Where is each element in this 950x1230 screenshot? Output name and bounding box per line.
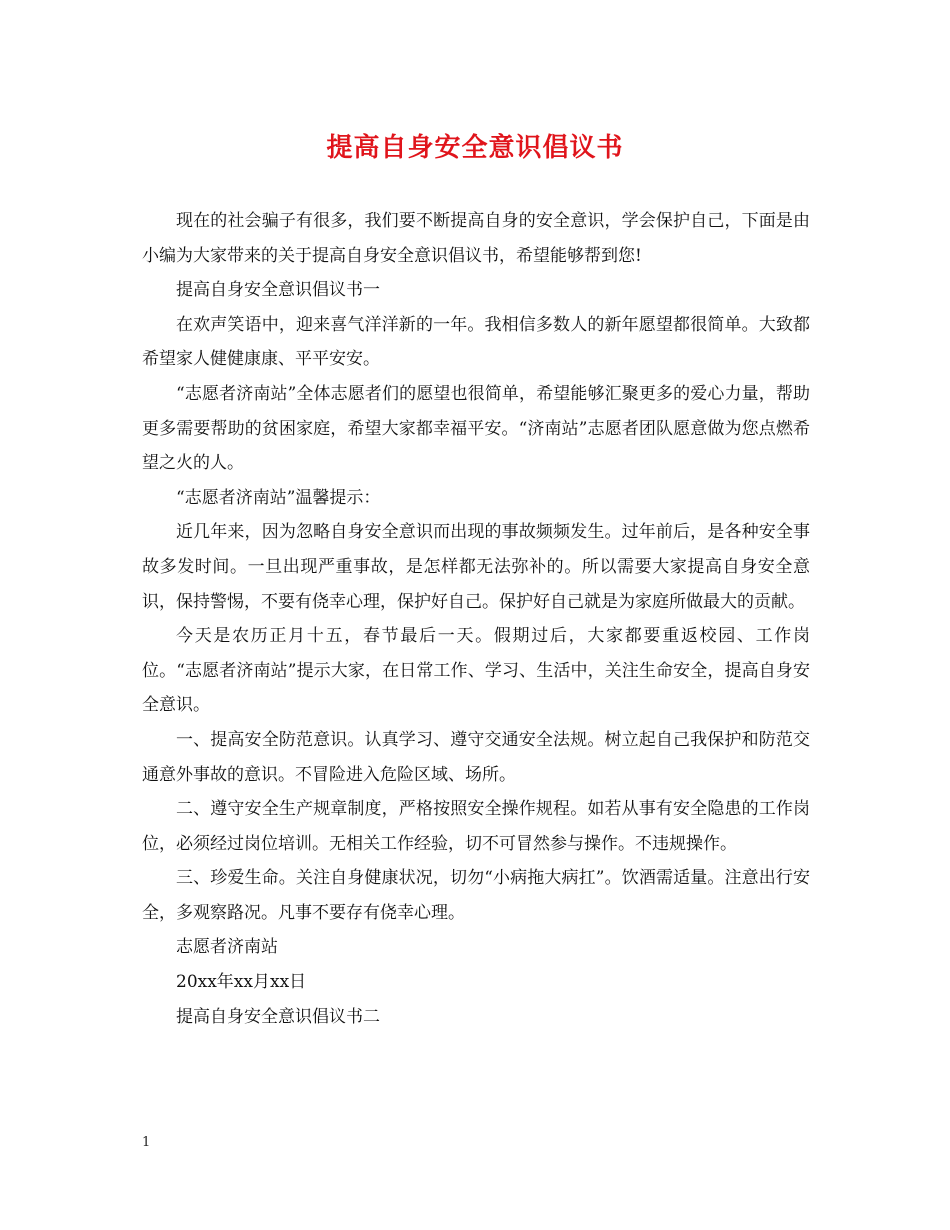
body-paragraph: 近几年来，因为忽略自身安全意识而出现的事故频频发生。过年前后，是各种安全事故多发时间。一旦出现严重事故，是怎样都无法弥补的。所以需要大家提高自身安全意识，保持警惕，不要有侥幸心理，保护好自己。保护好自己就是为家庭所做最大的贡献。 [142,522,810,612]
body-paragraph: “志愿者济南站”全体志愿者们的愿望也很简单，希望能够汇聚更多的爱心力量，帮助更多需要帮助的贫困家庭，希望大家都幸福平安。“济南站”志愿者团队愿意做为您点燃希望之火的人。 [142,383,810,474]
intro-paragraph: 现在的社会骗子有很多，我们要不断提高自身的安全意识，学会保护自己，下面是由小编为大家带来的关于提高自身安全意识倡议书，希望能够帮到您! [142,211,810,266]
document-body [142,204,810,1034]
signature-organization: 志愿者济南站 [176,937,278,958]
section-heading-two: 提高自身安全意识倡议书二 [176,1006,380,1027]
document-title: 提高自身安全意识倡议书 [326,133,624,163]
tip-item-one: 一、提高安全防范意识。认真学习、遵守交通安全法规。树立起自己我保护和防范交通意外事故的意识。不冒险进入危险区域、场所。 [142,729,810,785]
section-heading-one: 提高自身安全意识倡议书一 [176,280,380,301]
signature-date: 20xx年xx月xx日 [176,972,307,993]
body-paragraph: 今天是农历正月十五，春节最后一天。假期过后，大家都要重返校园、工作岗位。“志愿者济南站”提示大家，在日常工作、学习、生活中，关注生命安全，提高自身安全意识。 [142,626,810,716]
page-number: 1 [142,1135,151,1150]
tips-heading: “志愿者济南站”温馨提示： [176,487,381,508]
tip-item-two: 二、遵守安全生产规章制度，严格按照安全操作规程。如若从事有安全隐患的工作岗位，必须经过岗位培训。无相关工作经验，切不可冒然参与操作。不违规操作。 [142,799,810,854]
tip-item-three: 三、珍爱生命。关注自身健康状况，切勿“小病拖大病扛”。饮酒需适量。注意出行安全，多观察路况。凡事不要存有侥幸心理。 [142,868,810,923]
body-paragraph: 在欢声笑语中，迎来喜气洋洋新的一年。我相信多数人的新年愿望都很简单。大致都希望家人健健康康、平平安安。 [142,314,810,370]
